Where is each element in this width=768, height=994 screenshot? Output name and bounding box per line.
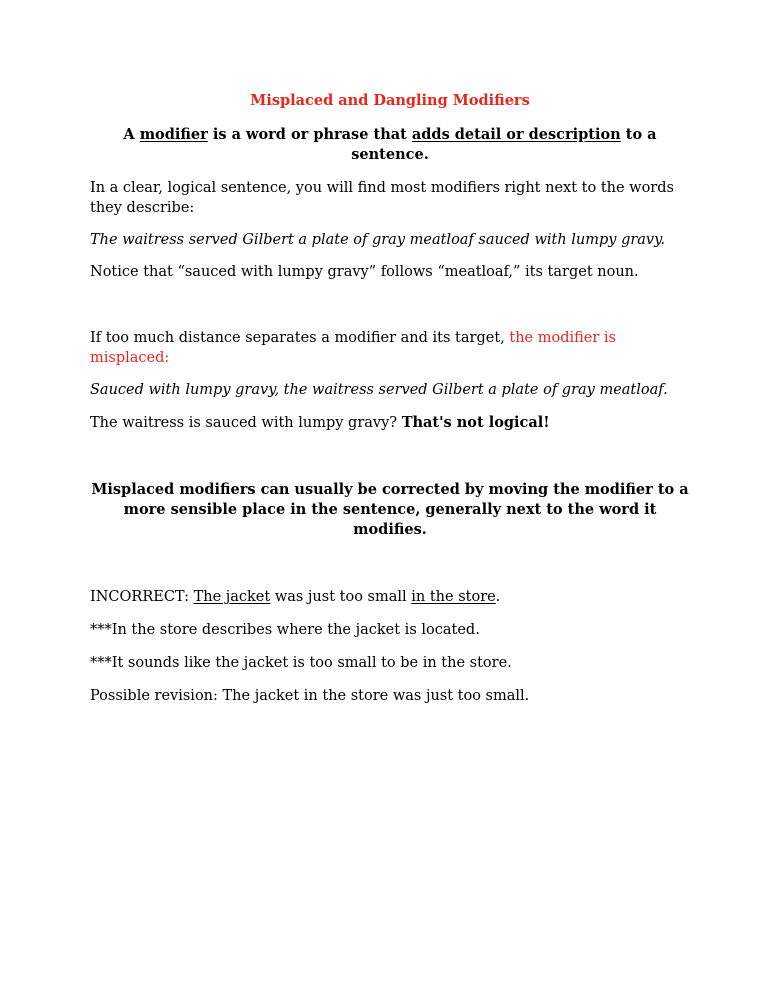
modifier-definition xyxy=(90,125,690,165)
waitress-text: The waitress is sauced with lumpy gravy? xyxy=(90,415,402,431)
incorrect-end: . xyxy=(495,589,501,605)
jacket-underlined: The jacket xyxy=(193,589,271,605)
distance-text: If too much distance separates a modifier and its target, xyxy=(90,330,510,346)
intro-paragraph: In a clear, logical sentence, you will find most modifiers right next to the words they describe: xyxy=(90,180,674,216)
correction-rule: Misplaced modifiers can usually be corrected by moving the modifier to a more sensible place in the sentence, generally next to the word it modifies. xyxy=(91,481,689,538)
notice-paragraph: Notice that “sauced with lumpy gravy” follows “meatloaf,” its target noun. xyxy=(90,264,639,280)
misplaced-example-sentence: Sauced with lumpy gravy, the waitress served Gilbert a plate of gray meatloaf. xyxy=(90,382,668,398)
incorrect-example xyxy=(90,587,690,607)
possible-revision: Possible revision: The jacket in the store was just too small. xyxy=(90,688,530,704)
distance-paragraph xyxy=(90,328,690,368)
definition-text-2: is a word or phrase that xyxy=(207,126,412,143)
waitress-paragraph xyxy=(90,413,690,433)
incorrect-middle: was just too small xyxy=(270,589,412,605)
note-location: ***In the store describes where the jacket is located. xyxy=(90,622,480,638)
note-sounds-like: ***It sounds like the jacket is too small to be in the store. xyxy=(90,655,512,671)
not-logical-text: That's not logical! xyxy=(401,414,550,431)
in-store-underlined: in the store xyxy=(411,589,496,605)
incorrect-label: INCORRECT: xyxy=(90,589,194,605)
page-title: Misplaced and Dangling Modifiers xyxy=(250,92,530,109)
misplaced-highlight: the modifier is misplaced: xyxy=(90,330,617,366)
definition-text-1: A xyxy=(123,126,140,143)
adds-detail-phrase: adds detail or description xyxy=(411,126,621,143)
definition-text-3: to a sentence. xyxy=(351,126,657,163)
correct-example-sentence: The waitress served Gilbert a plate of gray meatloaf sauced with lumpy gravy. xyxy=(90,232,665,248)
modifier-term: modifier xyxy=(139,126,208,143)
